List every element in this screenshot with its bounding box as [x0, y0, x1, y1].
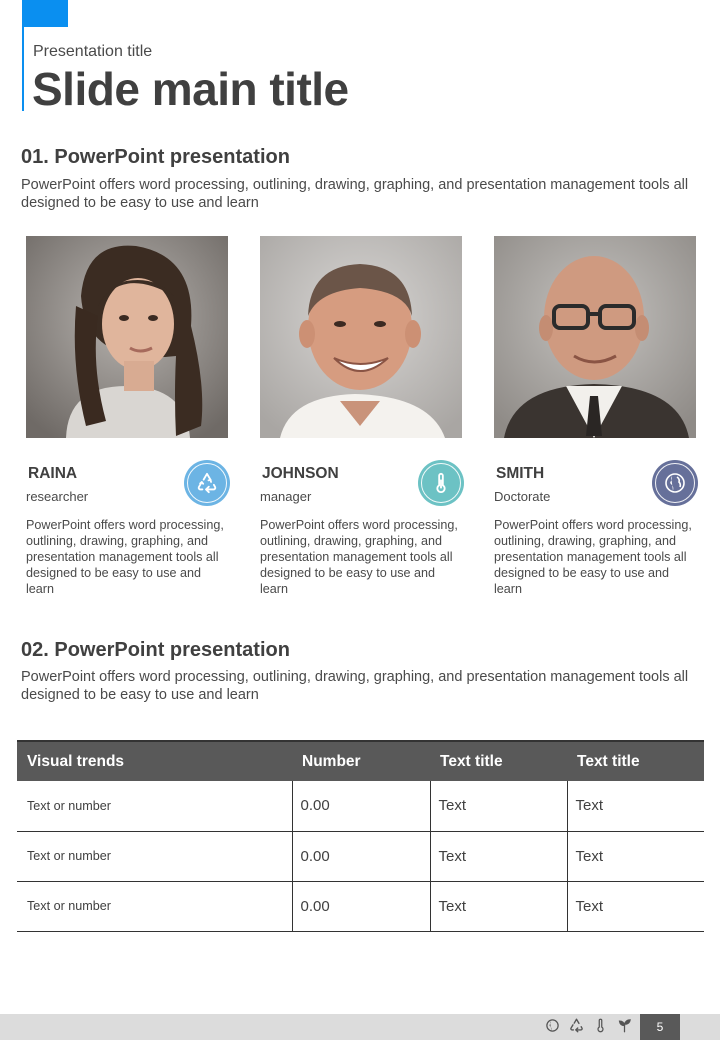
person-name: RAINA — [28, 465, 78, 482]
table-header-cell: Number — [292, 741, 430, 781]
table-header-cell: Visual trends — [17, 741, 292, 781]
table-cell: 0.00 — [292, 881, 430, 931]
portrait-photo — [26, 236, 228, 438]
person-card-raina — [26, 236, 230, 596]
table-cell: 0.00 — [292, 831, 430, 881]
table-header-cell: Text title — [430, 741, 567, 781]
globe-icon — [652, 460, 698, 506]
table-header-cell: Text title — [567, 741, 704, 781]
table-header-row — [17, 741, 704, 781]
footer-bar — [0, 1014, 720, 1040]
page-number: 5 — [640, 1014, 680, 1040]
table-cell: 0.00 — [292, 781, 430, 831]
data-table — [17, 740, 704, 932]
presentation-title: Presentation title — [33, 43, 153, 60]
person-description: PowerPoint offers word processing, outlining, drawing, graphing, and presentation management tools all designed to be easy to use and learn — [494, 518, 692, 596]
table-cell: Text — [567, 831, 704, 881]
table-cell: Text — [430, 881, 567, 931]
person-card-smith — [494, 236, 698, 596]
table-cell: Text — [567, 781, 704, 831]
table-cell: Text — [430, 781, 567, 831]
person-role: manager — [260, 489, 312, 504]
portrait-photo — [260, 236, 462, 438]
table-cell: Text or number — [17, 781, 292, 831]
accent-line — [22, 27, 24, 111]
page-title: Slide main title — [32, 63, 349, 115]
person-name: JOHNSON — [262, 465, 339, 482]
section-1-heading: 01. PowerPoint presentation — [21, 146, 290, 168]
footer-icons — [545, 1018, 632, 1033]
person-role: researcher — [26, 489, 89, 504]
portrait-photo — [494, 236, 696, 438]
table-row — [17, 881, 704, 931]
table-cell: Text — [567, 881, 704, 931]
section-2-description: PowerPoint offers word processing, outlining, drawing, graphing, and presentation management tools all designed to be easy to use and learn — [21, 669, 689, 703]
recycle-icon — [184, 460, 230, 506]
sprout-icon — [617, 1018, 632, 1033]
table-cell: Text — [430, 831, 567, 881]
person-card-johnson — [260, 236, 464, 596]
table-row — [17, 781, 704, 831]
section-1-description: PowerPoint offers word processing, outlining, drawing, graphing, and presentation management tools all designed to be easy to use and learn — [21, 177, 689, 211]
table-cell: Text or number — [17, 881, 292, 931]
table-row — [17, 831, 704, 881]
section-2-heading: 02. PowerPoint presentation — [21, 639, 290, 661]
person-role: Doctorate — [494, 489, 551, 504]
person-description: PowerPoint offers word processing, outlining, drawing, graphing, and presentation management tools all designed to be easy to use and learn — [260, 518, 458, 596]
accent-block — [22, 0, 68, 27]
person-description: PowerPoint offers word processing, outlining, drawing, graphing, and presentation management tools all designed to be easy to use and learn — [26, 518, 224, 596]
thermometer-icon — [593, 1018, 608, 1033]
globe-icon — [545, 1018, 560, 1033]
thermometer-icon — [418, 460, 464, 506]
person-name: SMITH — [496, 465, 545, 482]
table-cell: Text or number — [17, 831, 292, 881]
recycle-icon — [569, 1018, 584, 1033]
